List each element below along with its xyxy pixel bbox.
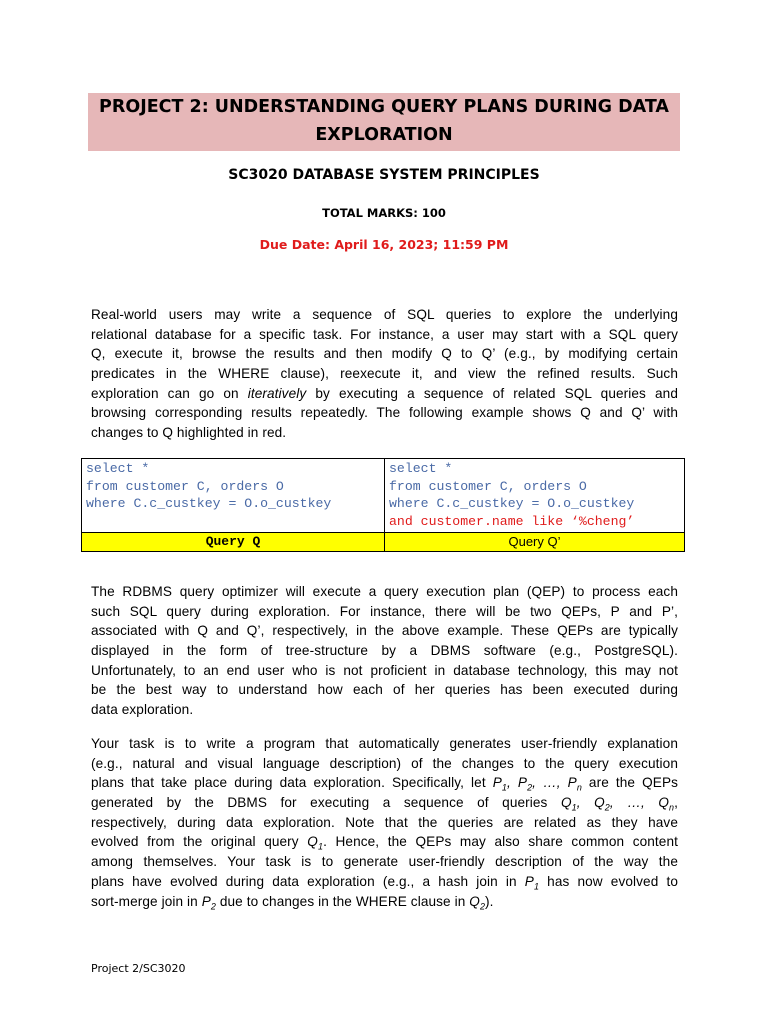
text-line: predicates in the WHERE clause), reexecute it, and view the refined results. Such	[91, 366, 678, 382]
caption-query-q: Query Q	[82, 533, 385, 552]
text-line: The RDBMS query optimizer will execute a query execution plan (QEP) to process each	[91, 584, 678, 599]
text-line: changes to Q highlighted in red.	[91, 425, 287, 441]
text-line: plans have evolved during data exploration (e.g., a hash join in $P_1$ has now evolved to	[91, 873, 678, 892]
due-date: Due Date: April 16, 2023; 11:59 PM	[259, 237, 509, 252]
text-line: be the best way to understand how each of her queries has been executed during	[91, 682, 678, 698]
page-footer: Project 2/SC3020	[91, 962, 186, 975]
text-line: Q, execute it, browse the results and then modify Q to Q’ (e.g., by modifying certain	[91, 346, 678, 362]
title-banner	[88, 93, 680, 151]
text-line: data exploration.	[91, 702, 194, 718]
course-name: SC3020 DATABASE SYSTEM PRINCIPLES	[228, 167, 540, 183]
text-line: browsing corresponding results repeatedly. The following example shows Q and Q’ with	[91, 405, 678, 421]
text-line: such SQL query during exploration. For instance, there will be two QEPs, P and P’,	[91, 603, 678, 619]
code-line: select *	[86, 461, 150, 476]
query-q-prime-cell	[385, 459, 685, 533]
query-q-cell	[82, 459, 385, 533]
emphasis-iteratively: iteratively	[247, 385, 307, 401]
caption-query-q-prime: Query Q’	[385, 533, 685, 552]
text-line: (e.g., natural and visual language description) of the changes to the query execution	[91, 755, 678, 771]
code-line: from customer C, orders O	[389, 478, 587, 494]
total-marks: TOTAL MARKS: 100	[322, 206, 446, 220]
title-line-2: EXPLORATION	[315, 125, 453, 145]
paragraph-task	[91, 734, 678, 911]
text-line: plans that take place during data exploration. Specifically, let $P_1$, $P_2$, …, $P_n$ are the QEPs	[91, 775, 679, 794]
text-line: exploration can go on iteratively by executing a sequence of related SQL queries and	[91, 385, 678, 401]
query-comparison-table	[81, 458, 685, 552]
code-line-highlighted: and customer.name like ‘%cheng’	[389, 513, 635, 529]
text-line: evolved from the original query $Q_1$. Hence, the QEPs may also share common content	[91, 834, 678, 853]
code-line: where C.c_custkey = O.o_custkey	[86, 496, 332, 511]
text-line: among themselves. Your task is to generate user-friendly description of the way the	[91, 854, 678, 870]
text-line: Real-world users may write a sequence of SQL queries to explore the underlying	[91, 307, 678, 322]
text-line: associated with Q and Q’, respectively, in the above example. These QEPs are typically	[91, 623, 678, 639]
text-line: Unfortunately, to an end user who is not proficient in database technology, this may not	[91, 662, 678, 678]
paragraph-intro	[91, 305, 678, 443]
text-line: Your task is to write a program that automatically generates user-friendly explanation	[91, 736, 678, 751]
text-line: sort-merge join in $P_2$ due to changes in the WHERE clause in $Q_2$).	[91, 893, 494, 912]
code-line: where C.c_custkey = O.o_custkey	[389, 496, 635, 511]
paragraph-qep	[91, 582, 678, 720]
title-line-1: PROJECT 2: UNDERSTANDING QUERY PLANS DURING DATA	[99, 97, 669, 117]
code-line: from customer C, orders O	[86, 478, 284, 494]
text-line: generated by the DBMS for executing a sequence of queries $Q_1$, $Q_2$, …, $Q_n$,	[91, 795, 678, 813]
text-line: relational database for a specific task. For instance, a user may start with a SQL query	[91, 326, 678, 342]
code-line: select *	[389, 461, 453, 476]
text-line: respectively, during data exploration. Note that the queries are related as they have	[91, 814, 678, 830]
text-line: displayed in the form of tree-structure by a DBMS software (e.g., PostgreSQL).	[91, 643, 678, 659]
